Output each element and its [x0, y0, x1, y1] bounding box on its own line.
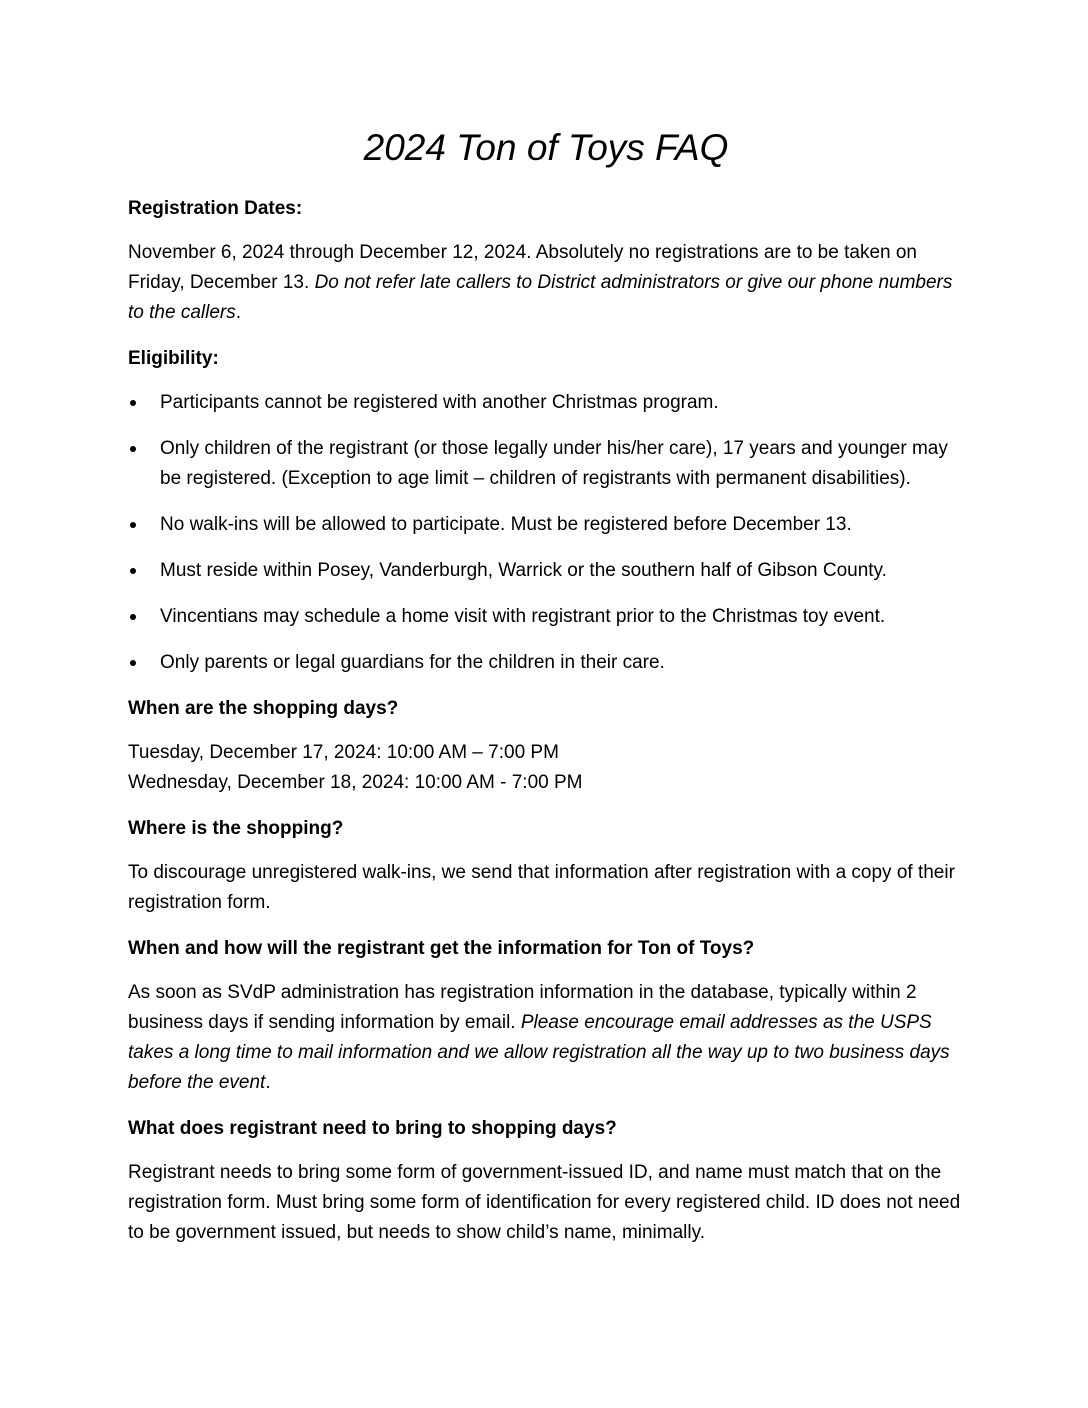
bullet-icon — [130, 400, 136, 406]
shopping-day-2: Wednesday, December 18, 2024: 10:00 AM - 7:00 PM — [128, 772, 583, 794]
eligibility-item-text: Only parents or legal guardians for the children in their care. — [160, 652, 665, 674]
eligibility-item-text: Participants cannot be registered with another Christmas program. — [160, 392, 719, 414]
registration-dates-text — [128, 238, 964, 328]
bullet-icon — [130, 660, 136, 666]
eligibility-item — [128, 602, 964, 632]
eligibility-list — [128, 388, 964, 678]
registration-dates-note: Do not refer late callers to District administrators or give our phone numbers to the callers — [128, 272, 953, 324]
eligibility-item-text: Only children of the registrant (or those legally under his/her care), 17 years and younger may be registered. (Exception to age limit – children of registrants with permanent disabilities). — [160, 438, 948, 490]
registration-dates-body: November 6, 2024 through December 12, 2024. Absolutely no registrations are to be taken on Friday, December 13. — [128, 242, 917, 294]
shopping-location-heading: Where is the shopping? — [128, 818, 344, 840]
eligibility-item — [128, 510, 964, 540]
bullet-icon — [130, 568, 136, 574]
info-body: As soon as SVdP administration has registration information in the database, typically within 2 business days if sending information by email. — [128, 982, 917, 1034]
document-body — [128, 126, 964, 1264]
registration-dates-heading: Registration Dates: — [128, 198, 303, 220]
bullet-icon — [130, 446, 136, 452]
eligibility-item — [128, 556, 964, 586]
eligibility-heading: Eligibility: — [128, 348, 219, 370]
info-end: . — [265, 1072, 271, 1094]
eligibility-item — [128, 434, 964, 494]
shopping-days-heading: When are the shopping days? — [128, 698, 399, 720]
bullet-icon — [130, 522, 136, 528]
registration-dates-end: . — [235, 302, 242, 324]
info-heading: When and how will the registrant get the information for Ton of Toys? — [128, 938, 755, 960]
eligibility-item-text: Vincentians may schedule a home visit with registrant prior to the Christmas toy event. — [160, 606, 886, 628]
info-text — [128, 978, 964, 1098]
eligibility-item — [128, 388, 964, 418]
shopping-days-schedule — [128, 738, 964, 798]
document-title: 2024 Ton of Toys FAQ — [363, 127, 729, 168]
eligibility-item-text: Must reside within Posey, Vanderburgh, Warrick or the southern half of Gibson County. — [160, 560, 887, 582]
bring-heading: What does registrant need to bring to shopping days? — [128, 1118, 617, 1140]
eligibility-item — [128, 648, 964, 678]
bring-text: Registrant needs to bring some form of government-issued ID, and name must match that on the registration form. Must bring some form of identification for every registered child. ID does not need to be government issued, but needs to show child’s name, minimally. — [128, 1162, 961, 1244]
shopping-location-text: To discourage unregistered walk-ins, we send that information after registration with a copy of their registration form. — [128, 862, 955, 914]
info-note: Please encourage email addresses as the USPS takes a long time to mail information and we allow registration all the way up to two business days before the event — [128, 1012, 950, 1094]
bullet-icon — [130, 614, 136, 620]
shopping-day-1: Tuesday, December 17, 2024: 10:00 AM – 7:00 PM — [128, 742, 559, 764]
eligibility-item-text: No walk-ins will be allowed to participate. Must be registered before December 13. — [160, 514, 852, 536]
